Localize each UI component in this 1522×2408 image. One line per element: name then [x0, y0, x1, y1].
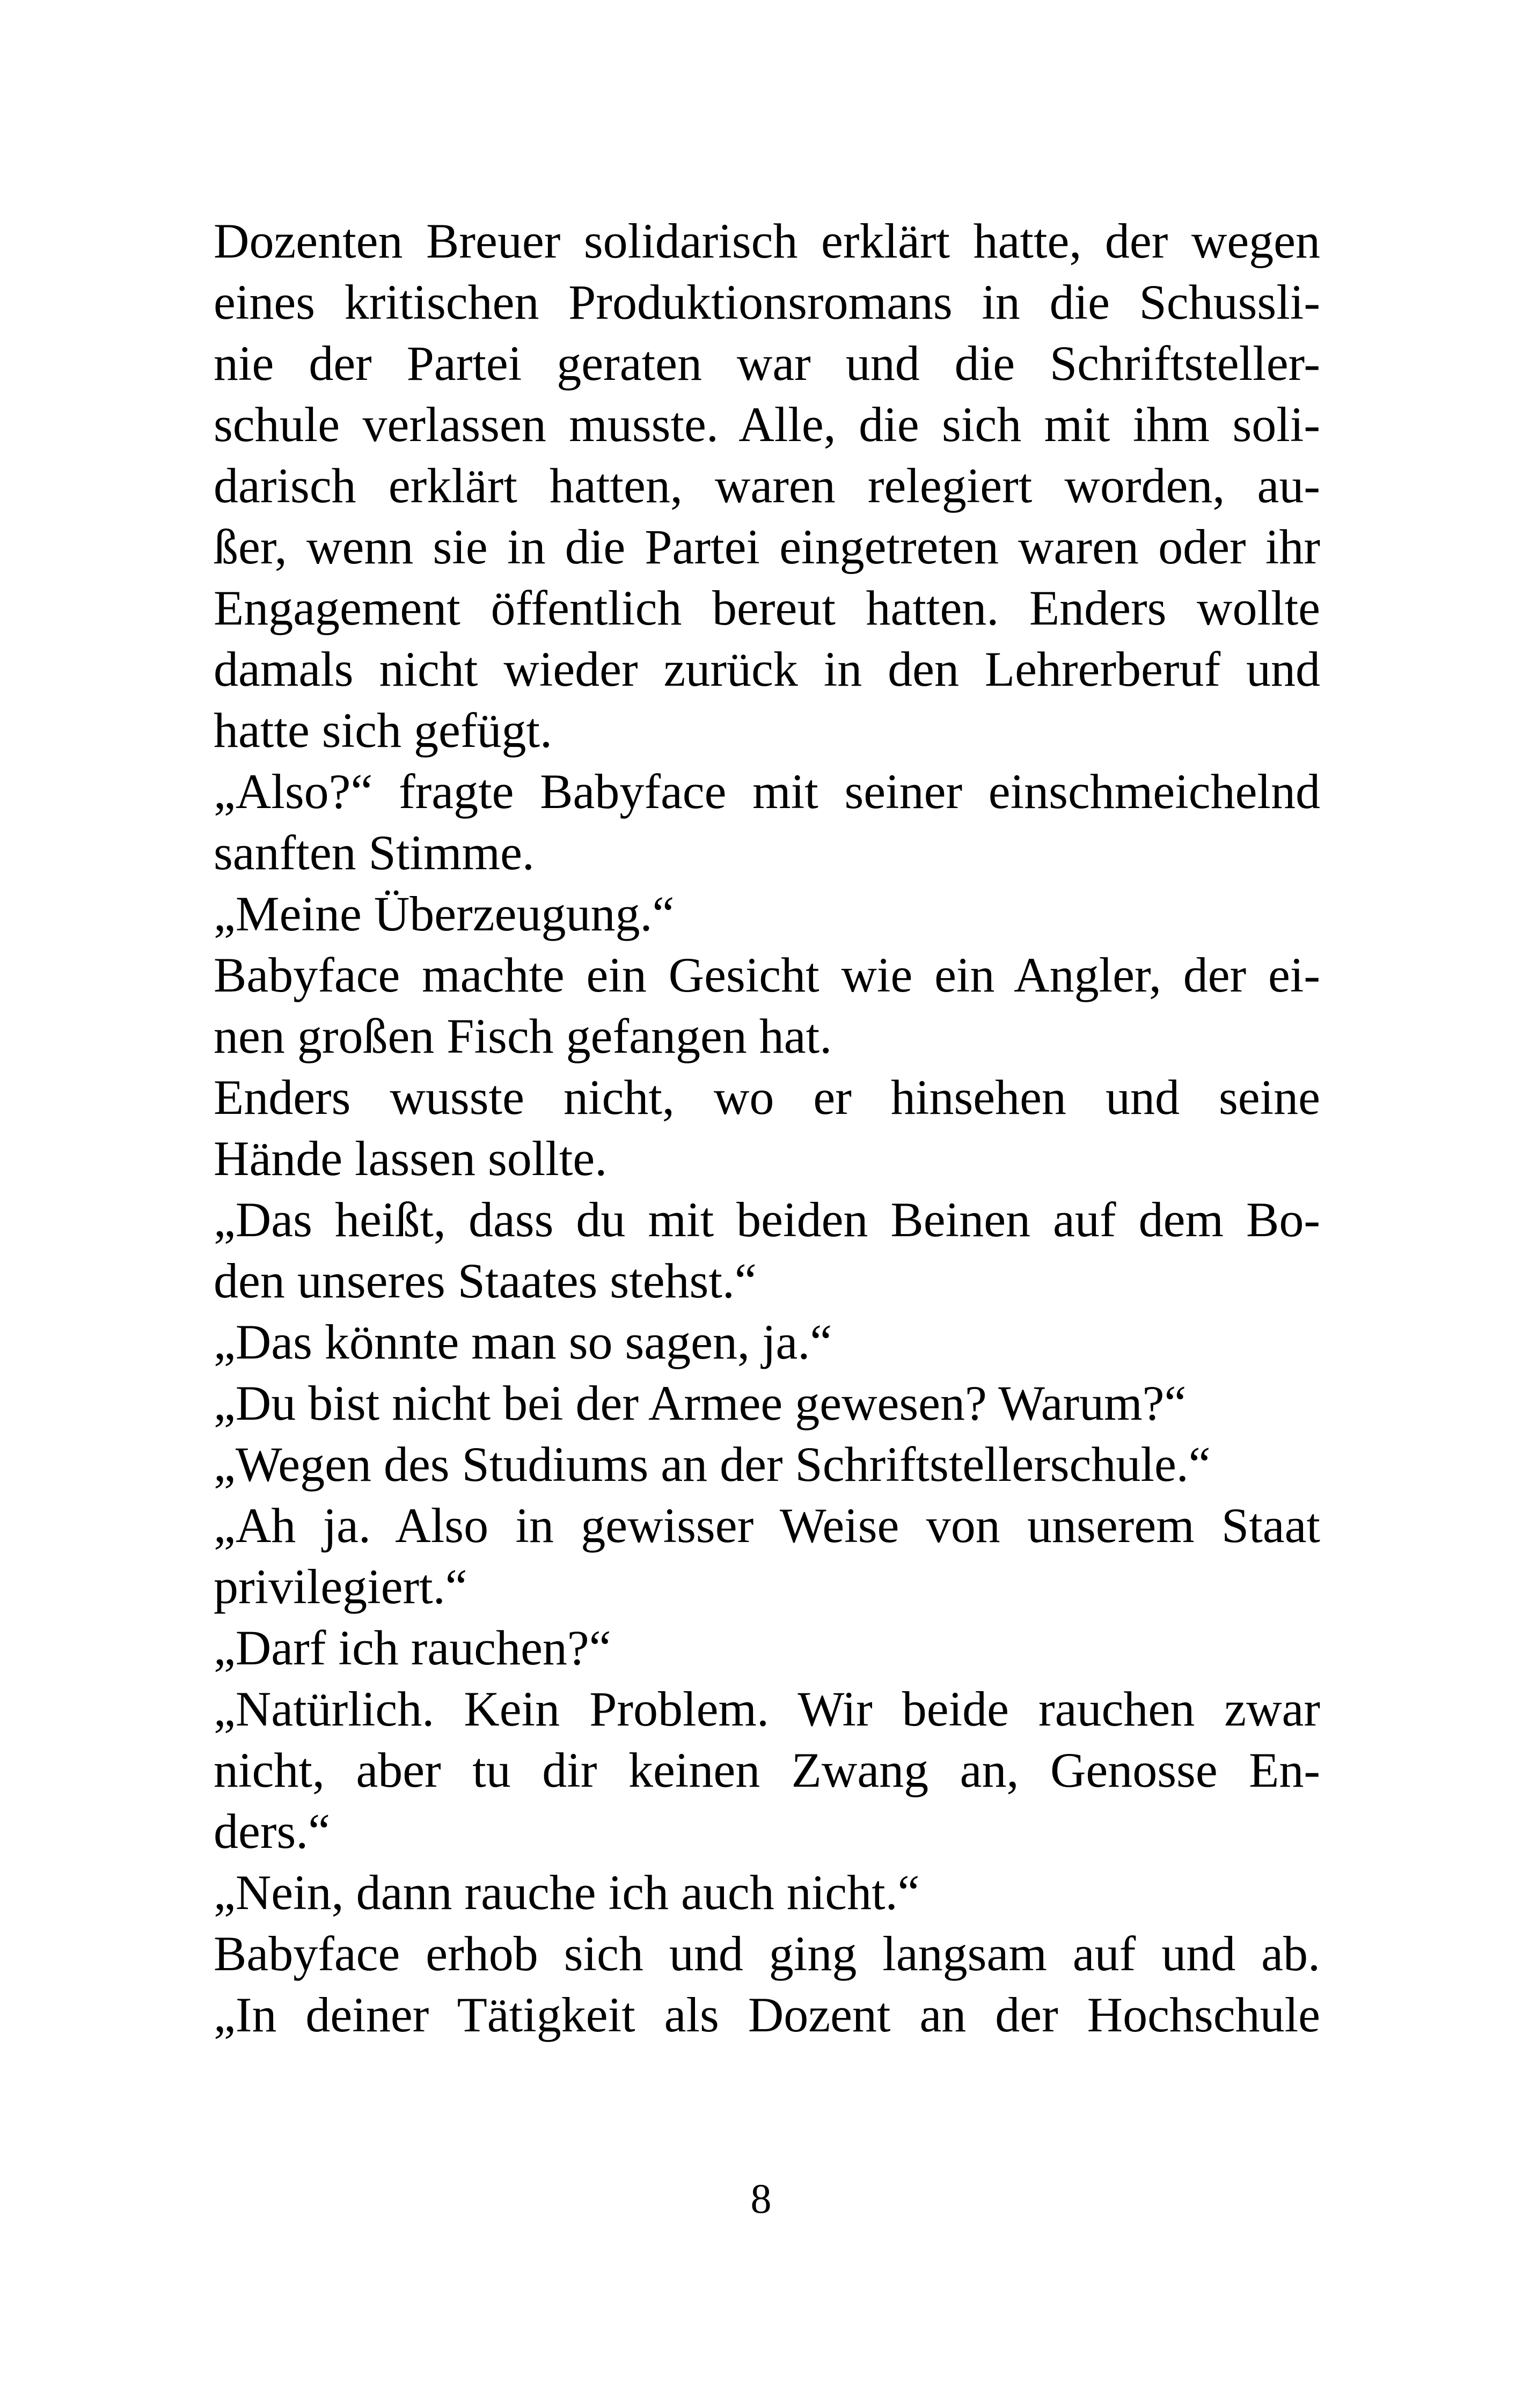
text-line: nen großen Fisch gefangen hat. — [214, 1009, 832, 1063]
text-line: „Wegen des Studiums an der Schriftstellerschule.“ — [214, 1437, 1211, 1492]
text-line: privilegiert.“ — [214, 1559, 467, 1614]
text-line: „Du bist nicht bei der Armee gewesen? Warum?“ — [214, 1376, 1187, 1430]
text-line: hatte sich gefügt. — [214, 703, 553, 758]
page-number: 8 — [750, 2175, 772, 2222]
text-line: Babyface machte ein Gesicht wie ein Angler, der ei- — [214, 948, 1320, 1002]
text-line: nicht, aber tu dir keinen Zwang an, Genosse En- — [214, 1743, 1320, 1797]
text-line: darisch erklärt hatten, waren relegiert worden, au- — [214, 458, 1320, 513]
text-line: „Das heißt, dass du mit beiden Beinen auf dem Bo- — [214, 1192, 1320, 1247]
text-line: Dozenten Breuer solidarisch erklärt hatte, der wegen — [214, 214, 1320, 268]
text-line: ders.“ — [214, 1804, 331, 1859]
body-text — [214, 210, 1320, 2045]
text-line: Babyface erhob sich und ging langsam auf und ab. — [214, 1926, 1320, 1981]
text-line: „Darf ich rauchen?“ — [214, 1620, 611, 1675]
text-line: nie der Partei geraten war und die Schriftsteller- — [214, 336, 1320, 391]
text-line: sanften Stimme. — [214, 825, 535, 880]
text-line: Engagement öffentlich bereut hatten. Enders wollte — [214, 581, 1320, 635]
text-line: „In deiner Tätigkeit als Dozent an der Hochschule — [214, 1987, 1320, 2042]
text-line: damals nicht wieder zurück in den Lehrerberuf und — [214, 642, 1320, 696]
text-line: schule verlassen musste. Alle, die sich mit ihm soli- — [214, 397, 1320, 452]
text-line: „Also?“ fragte Babyface mit seiner einschmeichelnd — [214, 764, 1320, 819]
text-line: „Meine Überzeugung.“ — [214, 886, 675, 941]
text-line: den unseres Staates stehst.“ — [214, 1253, 757, 1308]
text-line: „Das könnte man so sagen, ja.“ — [214, 1315, 832, 1369]
text-line: Enders wusste nicht, wo er hinsehen und seine — [214, 1070, 1320, 1125]
text-line: ßer, wenn sie in die Partei eingetreten waren oder ihr — [214, 519, 1320, 574]
text-line: Hände lassen sollte. — [214, 1131, 608, 1186]
text-line: eines kritischen Produktionsromans in die Schussli- — [214, 275, 1320, 329]
text-line: „Nein, dann rauche ich auch nicht.“ — [214, 1865, 920, 1920]
text-line: „Ah ja. Also in gewisser Weise von unserem Staat — [214, 1498, 1320, 1553]
text-line: „Natürlich. Kein Problem. Wir beide rauchen zwar — [214, 1682, 1320, 1736]
